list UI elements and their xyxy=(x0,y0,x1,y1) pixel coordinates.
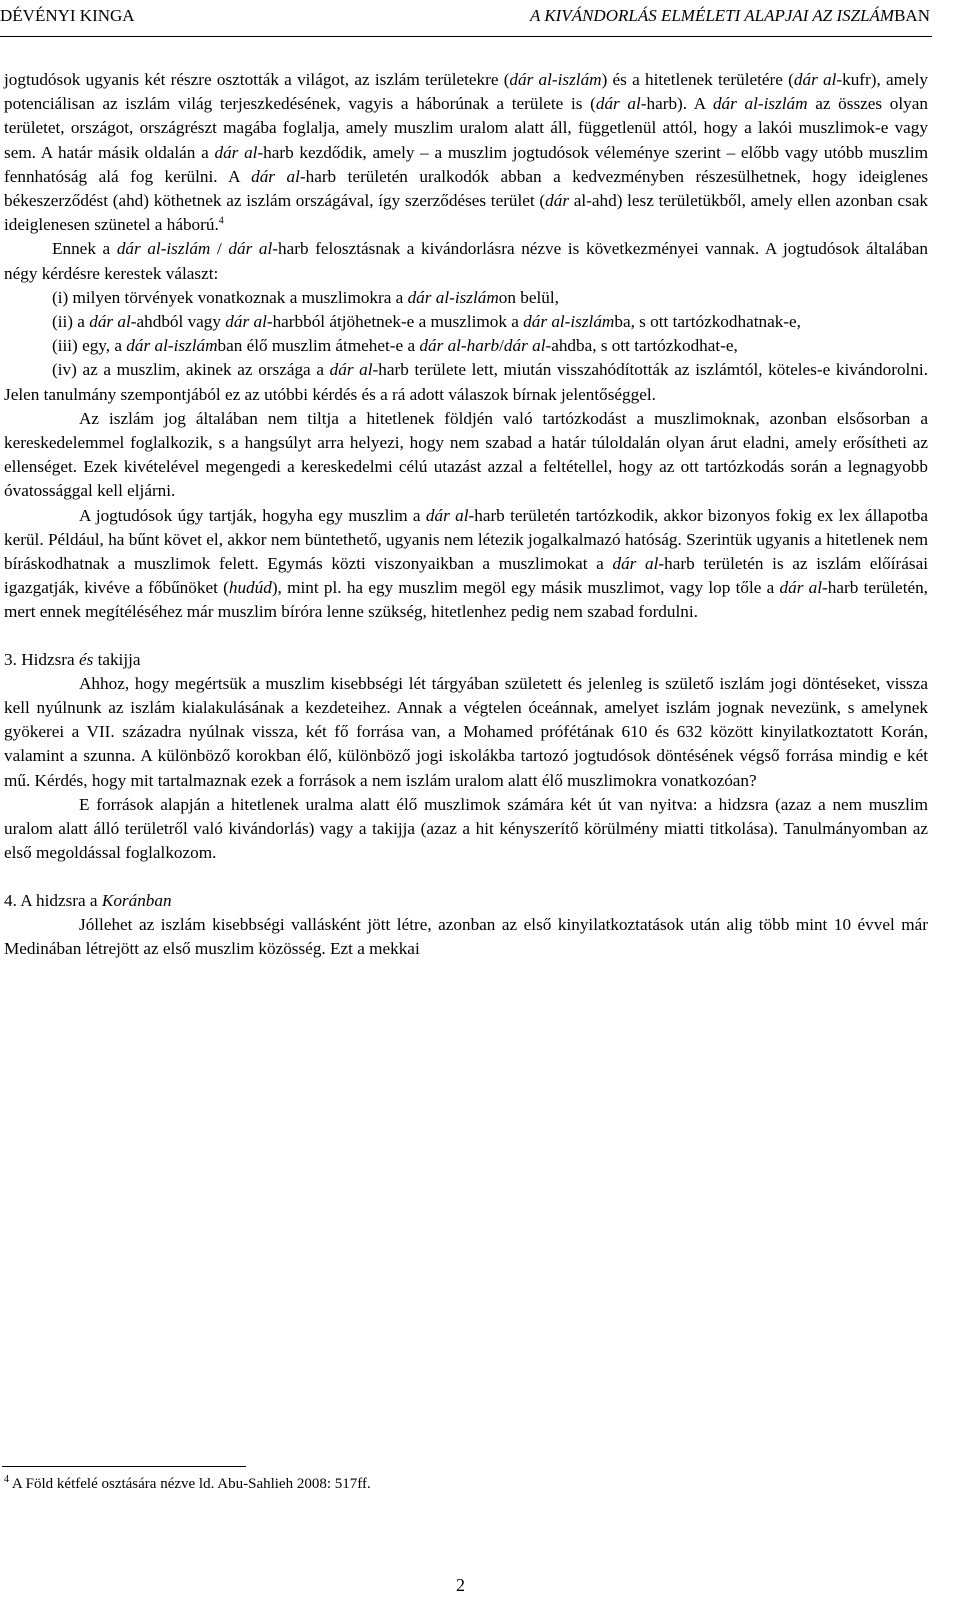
text-segment: az összes olyan területet, országot, országrészt magába foglalja, amely muszlim uralom alatt áll, függetlenül attól, hogy a lakói muszlimok-e vagy sem. A határ másik oldalán a xyxy=(4,94,928,162)
text-segment: (iii) egy, a xyxy=(52,336,127,356)
text-segment: Ahhoz, hogy megértsük a muszlim kisebbségi lét tárgyában született és jelenleg is születő iszlám jogi döntéseket, vissza kell nyúlnunk az iszlám kialakulásának a kezdeteihez. Annak a végtelen óceánnak, amelyet iszlám jognak nevezünk, s amelynek gyökerei a VII. századra nyúlnak vissza, két fő forrása van, a Mohamed prófétának 610 és 632 között kinyilatkoztatott Korán, valamint a szunna. A különböző korokban élő, különböző jogi iskolákba tartozó jogtudósok döntésének végső forrása mindig e két mű. Kérdés, hogy mit tartalmaznak ezek a források a nem iszlám uralom alatt élő muszlimokra vonatkozóan? xyxy=(4,673,928,790)
text-segment: -harb területén, mert ennek megítéléséhez már muszlim bíróra lenne szükség, hitetlenhez pedig nem szabad fordulni. xyxy=(4,578,928,622)
text-segment: -ahdba, s ott tartózkodhat-e, xyxy=(545,336,738,356)
text-segment: takijja xyxy=(93,649,141,669)
running-header xyxy=(0,6,930,30)
section-gap xyxy=(4,625,928,648)
text-segment: -harb területén tartózkodik, akkor bizonyos fokig ex lex állapotba kerül. Például, ha bűnt követ el, akkor nem büntethető, ugyanis nem létezik jogalkalmazó hatóság. Szerintük ugyanis a hitetlenek nem bíráskodhatnak a muszlimok felett. Egymás közti viszonyaikban a muszlimokat a xyxy=(4,505,928,574)
text-segment: (i) milyen törvények vonatkoznak a muszlimokra a xyxy=(52,287,408,307)
text-segment: Jóllehet az iszlám kisebbségi vallásként jött létre, azonban az első kinyilatkoztatások után alig több mint 10 évvel már Medinában létrejött az első muszlim közösség. Ezt a mekkai xyxy=(4,914,928,958)
text-segment: 4. A hidzsra a xyxy=(4,890,102,910)
text-segment: hudúd xyxy=(228,578,272,598)
document-body xyxy=(4,68,928,961)
footnote-ref: 4 xyxy=(218,215,224,227)
text-segment: -harb kezdődik, amely – a muszlim jogtudósok véleménye szerint – előbb vagy utóbb muszlim fennhatóság alá fog kerülni. A xyxy=(4,142,928,186)
text-segment: dár al xyxy=(779,578,823,598)
footnote-text: A Föld kétfelé osztására nézve ld. Abu-Sahlieh 2008: 517ff. xyxy=(9,1476,371,1492)
text-segment: dár al-iszlám xyxy=(116,239,211,259)
paragraph xyxy=(4,793,928,866)
text-segment: E források alapján a hitetlenek uralma alatt élő muszlimok számára két út van nyitva: a hidzsra (azaz a nem muszlim uralom alatt álló területről való kivándorlás) vagy a takijja (azaz a hit kényszerítő körülmény miatti titkolása). Tanulmányomban az első megoldással foglalkozom. xyxy=(4,794,928,863)
text-segment: on belül, xyxy=(498,287,559,307)
text-segment: dár al-harb xyxy=(419,336,500,356)
header-title xyxy=(530,6,930,26)
header-title-suffix: BAN xyxy=(894,6,930,25)
text-segment: -ahdból vagy xyxy=(130,312,226,332)
text-segment: Koránban xyxy=(101,890,172,910)
text-segment: (iv) az a muszlim, akinek az országa a xyxy=(52,360,330,380)
text-segment: dár al xyxy=(425,505,469,525)
text-segment: dár al xyxy=(228,239,273,259)
text-segment: Az iszlám jog általában nem tiltja a hitetlenek földjén való tartózkodást a muszlimoknak, azonban elsősorban a kereskedelemmel foglalkozik, s a hangsúlyt arra helyezi, hogy nem szabad a határ túloldalán olyan árut eladni, amely erősítheti az ellenséget. Ezek kivételével megengedi a kereskedelmi célú utazást azzal a feltétellel, hogy az ott tartózkodás során a legnagyobb óvatossággal kell eljárni. xyxy=(4,408,928,501)
text-segment: dár al xyxy=(793,70,837,89)
text-segment: dár xyxy=(545,191,570,211)
text-segment: dár al xyxy=(89,312,131,332)
text-segment: jogtudósok ugyanis két részre osztották a világot, az iszlám területekre ( xyxy=(4,70,510,89)
text-segment: dár al xyxy=(329,360,373,380)
paragraph xyxy=(4,68,928,237)
paragraph xyxy=(4,672,928,793)
text-segment: A jogtudósok úgy tartják, hogyha egy muszlim a xyxy=(79,505,426,525)
paragraph xyxy=(4,286,928,310)
section-gap xyxy=(4,866,928,889)
text-segment: 3. Hidzsra xyxy=(4,649,79,669)
paragraph xyxy=(4,407,928,504)
section-heading xyxy=(4,648,928,672)
text-segment: dár al xyxy=(503,336,546,356)
text-segment: dár al xyxy=(225,312,267,332)
text-segment: dár al xyxy=(595,94,641,114)
header-title-main: A KIVÁNDORLÁS ELMÉLETI ALAPJAI AZ ISZLÁM xyxy=(530,6,895,25)
text-segment: -harbból átjöhetnek-e a muszlimok a xyxy=(266,312,524,332)
text-segment: / xyxy=(210,239,229,259)
text-segment: (ii) a xyxy=(52,312,90,332)
footnote-number: 4 xyxy=(4,1474,9,1485)
section-heading xyxy=(4,889,928,913)
paragraph xyxy=(4,310,928,334)
text-segment: -harb). A xyxy=(640,94,713,114)
text-segment: dár al-iszlám xyxy=(712,94,808,114)
text-segment: -harb területén is az iszlám előírásai igazgatják, kivéve a főbűnöket ( xyxy=(4,554,929,598)
text-segment: és xyxy=(78,649,94,669)
text-segment: -kufr), amely potenciálisan az iszlám világ terjeszkedésének, vagyis a háborúnak a területe is ( xyxy=(4,70,928,114)
header-author: DÉVÉNYI KINGA xyxy=(0,6,135,25)
text-segment: ba, s ott tartózkodhatnak-e, xyxy=(614,312,801,332)
paragraph xyxy=(4,237,928,285)
text-segment: dár al-iszlám xyxy=(126,336,218,356)
text-segment: dár al xyxy=(251,166,300,186)
text-segment: -harb területén uralkodók abban a kedvezményben részesülhetnek, hogy ideiglenes békeszerződést (ahd) köthetnek az iszlám országával, így szerződéses terület ( xyxy=(4,166,929,211)
footnote-separator xyxy=(2,1466,246,1467)
text-segment: / xyxy=(499,336,504,356)
text-segment: ), mint pl. ha egy muszlim megöl egy másik muszlimot, vagy lop tőle a xyxy=(271,578,780,598)
footnote xyxy=(4,1474,904,1494)
text-segment: dár al xyxy=(214,142,258,162)
paragraph xyxy=(4,358,928,406)
text-segment: -harb felosztásnak a kivándorlásra nézve is következményei vannak. A jogtudósok általában négy kérdésre kerestek választ: xyxy=(4,239,929,283)
text-segment: ) és a hitetlenek területére ( xyxy=(601,70,794,89)
text-segment: dár al xyxy=(612,554,659,574)
header-rule xyxy=(0,36,932,37)
text-segment: ban élő muszlim átmehet-e a xyxy=(217,336,420,356)
paragraph xyxy=(4,913,928,961)
paragraph xyxy=(4,334,928,358)
text-segment: dár al-iszlám xyxy=(407,287,499,307)
page-number: 2 xyxy=(456,1575,465,1595)
text-segment: Ennek a xyxy=(52,239,117,259)
text-segment: dár al-iszlám xyxy=(523,312,615,332)
text-segment: dár al-iszlám xyxy=(509,70,602,89)
paragraph xyxy=(4,504,928,625)
text-segment: al-ahd) lesz területükből, amely ellen azonban csak ideiglenesen szünetel a háború. xyxy=(4,191,928,235)
text-segment: -harb területe lett, miután visszahódították az iszlámtól, köteles-e kivándorolni. Jelen tanulmány szempontjából ez az utóbbi kérdés és a rá adott válaszok bírnak jelentőséggel. xyxy=(4,360,929,404)
